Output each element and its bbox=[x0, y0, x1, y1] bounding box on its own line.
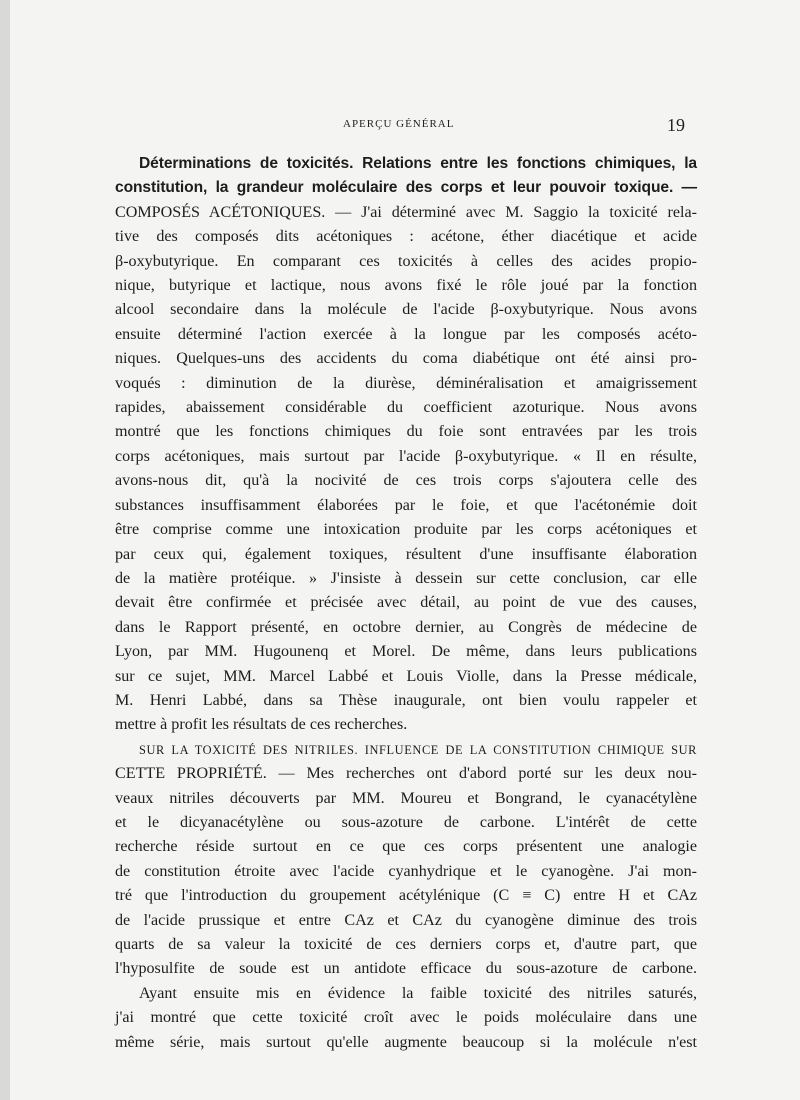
text-line: être comprise comme une intoxication produite par les corps acétoniques et bbox=[115, 521, 697, 539]
text-line: nique, butyrique et lactique, nous avons fixé le rôle joué par la fonction bbox=[115, 277, 697, 295]
text-line: M. Henri Labbé, dans sa Thèse inaugurale, ont bien voulu rappeler et bbox=[115, 691, 697, 709]
text-line: sur ce sujet, MM. Marcel Labbé et Louis Violle, dans la Presse médicale, bbox=[115, 667, 697, 685]
text-line: tré que l'introduction du groupement acétylénique (C ≡ C) entre H et CAz bbox=[115, 887, 697, 905]
running-title: APERÇU GÉNÉRAL bbox=[343, 118, 455, 130]
text-line: montré que les fonctions chimiques du foie sont entravées par les trois bbox=[115, 423, 697, 441]
text-line: devait être confirmée et précisée avec détail, au point de vue des causes, bbox=[115, 594, 697, 612]
paragraph-nitriles bbox=[115, 738, 697, 982]
paragraph-acetoniques bbox=[115, 152, 697, 738]
text-line: SUR LA TOXICITÉ DES NITRILES. INFLUENCE DE LA CONSTITUTION CHIMIQUE SUR bbox=[139, 742, 697, 757]
text-line: Ayant ensuite mis en évidence la faible toxicité des nitriles saturés, bbox=[139, 984, 697, 1002]
text-line: alcool secondaire dans la molécule de l'acide β-oxybutyrique. Nous avons bbox=[115, 301, 697, 319]
paragraph-nitriles-satures bbox=[115, 982, 697, 1055]
text-line: et le dicyanacétylène ou sous-azoture de carbone. L'intérêt de cette bbox=[115, 813, 697, 831]
text-line: substances insuffisamment élaborées par le foie, et que l'acétonémie doit bbox=[115, 496, 697, 514]
text-line: veaux nitriles découverts par MM. Moureu et Bongrand, le cyanacétylène bbox=[115, 789, 697, 807]
text-line: de la matière protéique. » J'insiste à dessein sur cette conclusion, car elle bbox=[115, 569, 697, 587]
page-number: 19 bbox=[667, 115, 685, 135]
text-line: Lyon, par MM. Hugounenq et Morel. De même, dans leurs publications bbox=[115, 643, 697, 661]
text-line: constitution, la grandeur moléculaire des corps et leur pouvoir toxique. — bbox=[115, 179, 697, 197]
body-text bbox=[115, 152, 697, 1055]
text-line: recherche réside surtout en ce que ces corps présentent une analogie bbox=[115, 838, 697, 856]
text-line: de l'acide prussique et entre CAz et CAz du cyanogène diminue des trois bbox=[115, 911, 697, 929]
text-line: l'hyposulfite de soude est un antidote efficace du sous-azoture de carbone. bbox=[115, 960, 697, 978]
text-line: de constitution étroite avec l'acide cyanhydrique et le cyanogène. J'ai mon- bbox=[115, 862, 697, 880]
text-line: ensuite déterminé l'action exercée à la longue par les composés acéto- bbox=[115, 325, 697, 343]
text-line: COMPOSÉS ACÉTONIQUES. — J'ai déterminé avec M. Saggio la toxicité rela- bbox=[115, 203, 697, 221]
text-line: tive des composés dits acétoniques : acétone, éther diacétique et acide bbox=[115, 228, 697, 246]
text-line: rapides, abaissement considérable du coefficient azoturique. Nous avons bbox=[115, 399, 697, 417]
text-line: j'ai montré que cette toxicité croît avec le poids moléculaire dans une bbox=[115, 1009, 697, 1027]
text-line: quarts de sa valeur la toxicité de ces derniers corps et, d'autre part, que bbox=[115, 936, 697, 953]
text-line: Déterminations de toxicités. Relations entre les fonctions chimiques, la bbox=[139, 155, 697, 172]
text-line: même série, mais surtout qu'elle augmente beaucoup si la molécule n'est bbox=[115, 1033, 697, 1051]
text-line: dans le Rapport présenté, en octobre dernier, au Congrès de médecine de bbox=[115, 618, 697, 636]
text-line: CETTE PROPRIÉTÉ. — Mes recherches ont d'abord porté sur les deux nou- bbox=[115, 765, 697, 783]
text-line: corps acétoniques, mais surtout par l'acide β-oxybutyrique. « Il en résulte, bbox=[115, 447, 697, 465]
text-line: par ceux qui, également toxiques, résultent d'une insuffisante élaboration bbox=[115, 545, 697, 563]
text-line: mettre à profit les résultats de ces recherches. bbox=[115, 716, 408, 734]
text-line: voqués : diminution de la diurèse, déminéralisation et amaigrissement bbox=[115, 374, 697, 392]
text-line: avons-nous dit, qu'à la nocivité de ces trois corps s'ajoutera celle des bbox=[115, 472, 697, 490]
text-line: niques. Quelques-uns des accidents du coma diabétique ont été ainsi pro- bbox=[115, 350, 697, 368]
document-page bbox=[10, 0, 800, 1100]
running-head bbox=[10, 115, 800, 138]
text-line: β-oxybutyrique. En comparant ces toxicités à celles des acides propio- bbox=[115, 252, 697, 270]
